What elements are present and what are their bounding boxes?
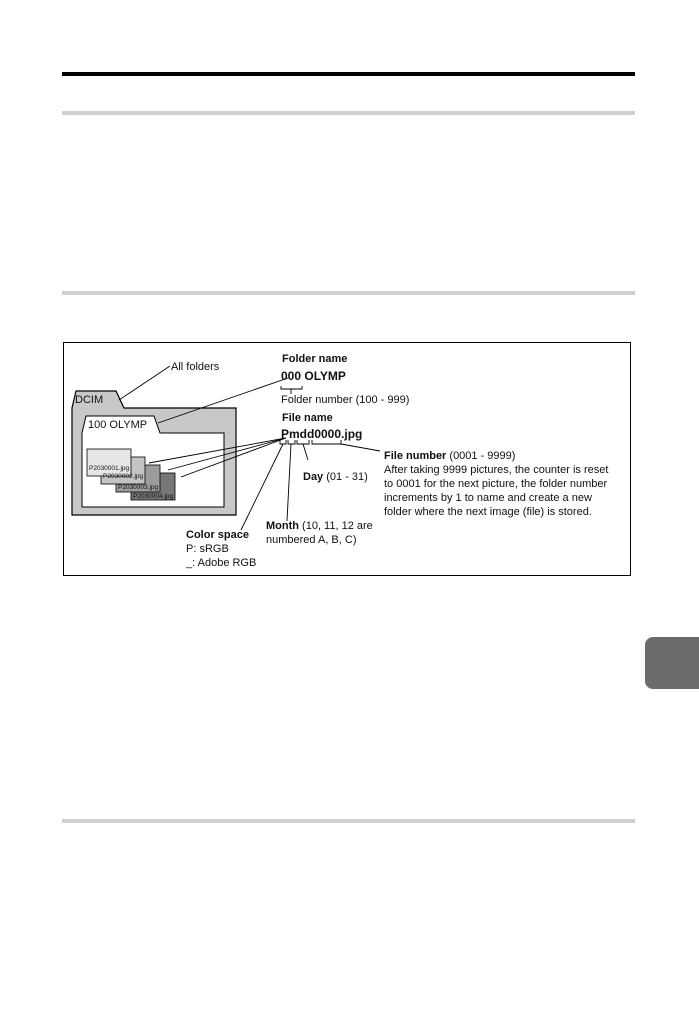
month-heading: Month: [266, 520, 299, 532]
file-name-example: Pmdd0000.jpg: [281, 427, 363, 441]
color-space-adobe: _: Adobe RGB: [186, 557, 257, 569]
folder-number-bracket: [281, 386, 302, 389]
file-name-heading: File name: [282, 412, 333, 424]
leader-file-number: [341, 444, 380, 451]
month-label: [266, 519, 373, 547]
file-number-heading: File number: [384, 450, 447, 462]
month-line2: numbered A, B, C): [266, 534, 357, 546]
folder-number-note: Folder number (100 - 999): [281, 394, 410, 406]
section-divider: [62, 291, 635, 295]
chapter-tab: [645, 637, 699, 689]
day-label: [303, 470, 368, 484]
file-number-desc-line: to 0001 for the next picture, the folder number: [384, 478, 608, 490]
section-divider: [62, 819, 635, 823]
olymp-folder-label: 100 OLYMP: [88, 419, 148, 431]
leader-color-space: [241, 444, 283, 530]
file-label-1: P2030001.jpg: [89, 465, 130, 472]
file-number-desc-line: After taking 9999 pictures, the counter is reset: [384, 464, 609, 476]
month-range: (10, 11, 12 are: [298, 520, 373, 532]
folder-name-example: 000 OLYMP: [281, 369, 346, 383]
folder-name-heading: Folder name: [282, 353, 348, 365]
top-rule: [62, 72, 635, 76]
file-label-4: P2030004.jpg: [133, 493, 174, 500]
section-divider: [62, 111, 635, 115]
file-number-desc-line: increments by 1 to name and create a new: [384, 492, 592, 504]
file-label-2: P2030002.jpg: [103, 473, 144, 480]
leader-all-folders: [119, 366, 170, 400]
file-number-desc-line: folder where the next image (file) is stored.: [384, 506, 592, 518]
day-range: (01 - 31): [323, 471, 368, 483]
color-space-srgb: P: sRGB: [186, 543, 229, 555]
leader-month: [287, 444, 291, 521]
dcim-label: DCIM: [75, 394, 104, 406]
all-folders-label: All folders: [171, 361, 220, 373]
leader-day: [303, 444, 308, 460]
color-space-label: [186, 528, 256, 570]
file-label-3: P2030003.jpg: [118, 484, 159, 491]
file-number-range: (0001 - 9999): [446, 450, 516, 462]
file-naming-diagram: [63, 342, 631, 576]
file-number-block: [384, 449, 608, 519]
day-heading: Day: [303, 471, 324, 483]
color-space-heading: Color space: [186, 529, 249, 541]
